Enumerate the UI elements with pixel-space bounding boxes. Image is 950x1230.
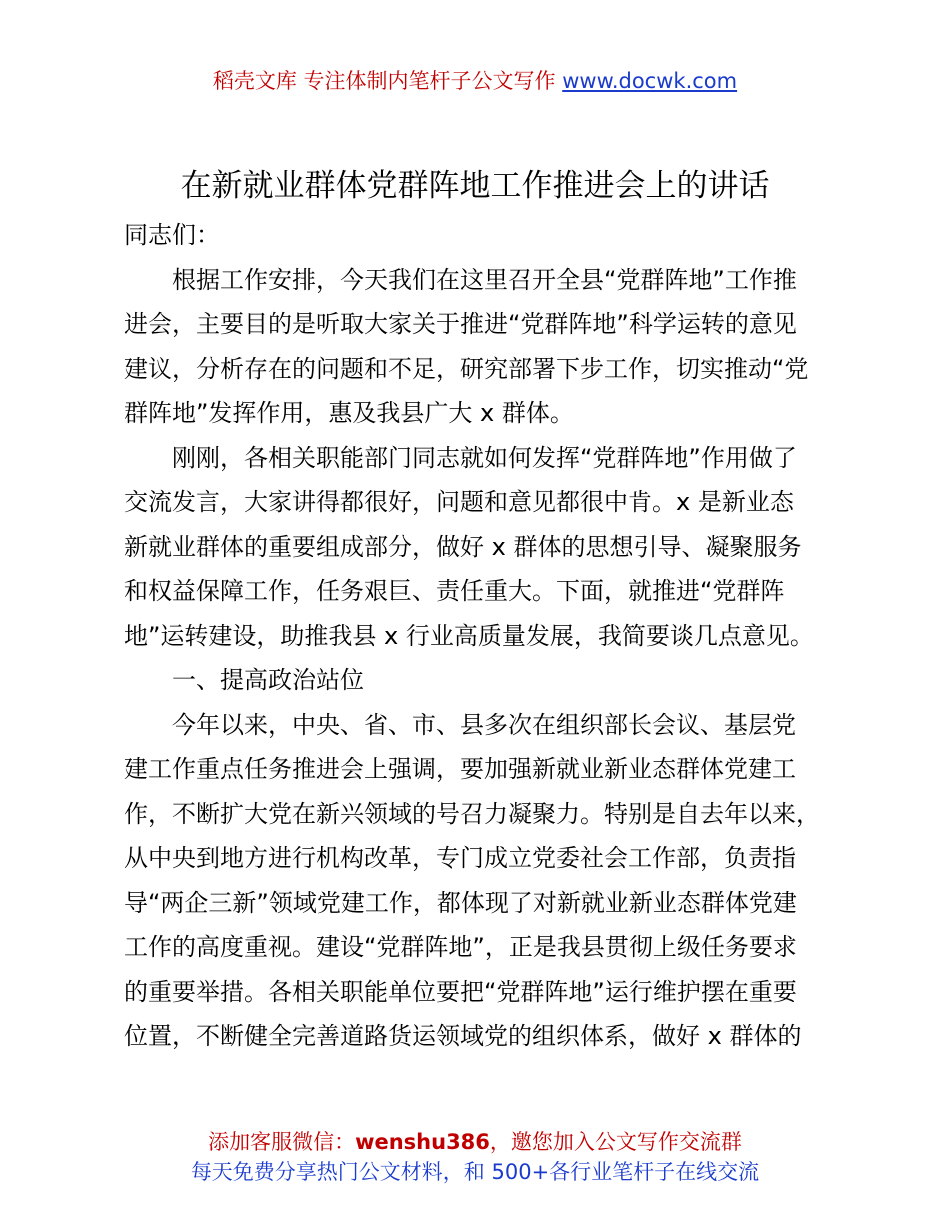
body-line: 的重要举措。各相关职能单位要把“党群阵地”运行维护摆在重要 — [124, 977, 797, 1006]
body-line: 建议，分析存在的问题和不足，研究部署下步工作，切实推动“党 — [124, 354, 809, 383]
body-line: 今年以来，中央、省、市、县多次在组织部长会议、基层党 — [124, 710, 796, 739]
wechat-id: wenshu386 — [355, 1130, 490, 1154]
body-line: 工作的高度重视。建设“党群阵地”，正是我县贯彻上级任务要求 — [124, 933, 797, 961]
document-title: 在新就业群体党群阵地工作推进会上的讲话 — [180, 168, 770, 204]
body-line: 刚刚，各相关职能部门同志就如何发挥“党群阵地”作用做了 — [124, 443, 797, 472]
promo-footer — [0, 1127, 950, 1187]
body-line: 建工作重点任务推进会上强调，要加强新就业新业态群体党建工 — [124, 755, 796, 783]
body-line: 根据工作安排，今天我们在这里召开全县“党群阵地”工作推 — [124, 265, 797, 294]
site-link[interactable]: www.docwk.com — [562, 69, 738, 93]
promo-line-share: 每天免费分享热门公文材料，和 500+各行业笔杆子在线交流 — [190, 1160, 760, 1184]
body-line: 交流发言，大家讲得都很好，问题和意见都很中肯。x 是新业态 — [124, 488, 794, 516]
body-line: 作，不断扩大党在新兴领域的号召力凝聚力。特别是自去年以来， — [124, 799, 820, 828]
promo-line-wechat — [0, 1127, 950, 1157]
site-header — [0, 66, 950, 96]
body-line: 群阵地”发挥作用，惠及我县广大 x 群体。 — [124, 399, 574, 427]
body-line: 同志们： — [124, 221, 220, 249]
section-heading: 一、提高政治站位 — [124, 666, 364, 694]
body-line: 新就业群体的重要组成部分，做好 x 群体的思想引导、凝聚服务 — [124, 532, 802, 561]
body-line: 导“两企三新”领域党建工作，都体现了对新就业新业态群体党建 — [124, 888, 797, 917]
document-body — [124, 213, 842, 1059]
site-tagline: 稻壳文库 专注体制内笔杆子公文写作 — [212, 69, 563, 93]
promo-wechat-prefix: 添加客服微信： — [208, 1130, 356, 1154]
body-line: 从中央到地方进行机构改革，专门成立党委社会工作部，负责指 — [124, 844, 796, 872]
body-line: 位置，不断健全完善道路货运领域党的组织体系，做好 x 群体的 — [124, 1022, 802, 1050]
promo-wechat-suffix: ，邀您加入公文写作交流群 — [489, 1130, 742, 1154]
body-line: 和权益保障工作，任务艰巨、责任重大。下面，就推进“党群阵 — [124, 577, 785, 605]
body-line: 进会，主要目的是听取大家关于推进“党群阵地”科学运转的意见 — [124, 310, 797, 338]
body-line: 地”运转建设，助推我县 x 行业高质量发展，我简要谈几点意见。 — [124, 621, 814, 650]
